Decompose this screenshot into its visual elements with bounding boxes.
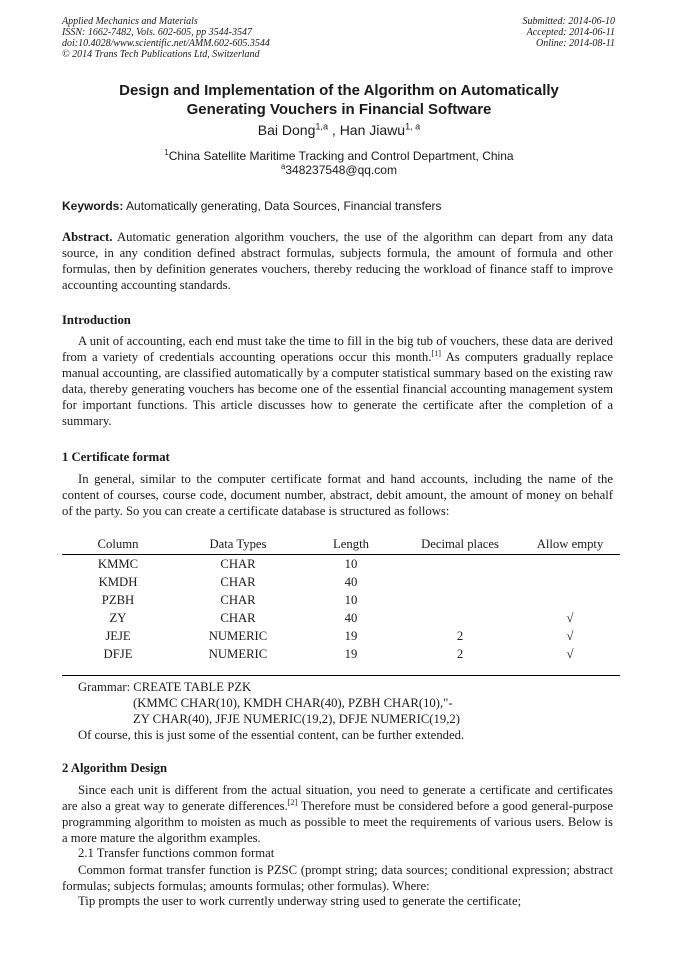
grammar-line-1: Grammar: CREATE TABLE PZK bbox=[78, 680, 252, 694]
cell-allow-empty bbox=[520, 555, 620, 574]
col-header-allow-empty: Allow empty bbox=[520, 537, 620, 555]
cell-decimal: 2 bbox=[456, 646, 464, 661]
section1-heading: 1 Certificate format bbox=[62, 450, 170, 464]
cell-length: 10 bbox=[344, 556, 358, 571]
copyright-line: © 2014 Trans Tech Publications Ltd, Switzerland bbox=[62, 49, 260, 60]
title-line-2: Generating Vouchers in Financial Software bbox=[186, 101, 492, 118]
abstract bbox=[62, 229, 613, 293]
cell-decimal bbox=[400, 555, 520, 574]
section2-ref[interactable]: [2] bbox=[287, 797, 298, 807]
cell-allow-empty: √ bbox=[566, 628, 574, 643]
table-row bbox=[62, 645, 620, 663]
cell-column: JEJE bbox=[105, 628, 131, 643]
paper-title bbox=[0, 81, 678, 119]
email-line bbox=[0, 163, 678, 177]
table-header-row bbox=[62, 537, 620, 555]
author-separator: , bbox=[328, 122, 340, 138]
author-2: Han Jiawu bbox=[339, 122, 406, 138]
dates-header bbox=[523, 16, 616, 49]
keywords bbox=[62, 199, 442, 213]
grammar-line-2: (KMMC CHAR(10), KMDH CHAR(40), PZBH CHAR(10),"- bbox=[133, 696, 453, 710]
cell-data-type: CHAR bbox=[220, 610, 256, 625]
table-row bbox=[62, 573, 620, 591]
cell-decimal bbox=[400, 591, 520, 609]
cell-column: DFJE bbox=[103, 646, 133, 661]
cell-column: KMMC bbox=[97, 556, 139, 571]
col-header-data-types: Data Types bbox=[174, 537, 302, 555]
online-date: Online: 2014-08-11 bbox=[536, 38, 615, 49]
intro-text-2: As computers gradually replace manual accounting, are classified automatically by a computer statistical summary based on the existing raw data, thereby generating vouchers has become one of the essential financial accounting management system for important functions. This article discusses how to generate the certificate after the completion of a summary. bbox=[62, 350, 614, 428]
table-row bbox=[62, 555, 620, 574]
affiliation bbox=[0, 149, 678, 163]
author-2-affil: 1, a bbox=[405, 121, 421, 132]
keywords-label: Keywords: bbox=[62, 199, 124, 213]
abstract-label: Abstract. bbox=[62, 230, 113, 244]
doi-line: doi:10.4028/www.scientific.net/AMM.602-605.3544 bbox=[62, 38, 270, 49]
cell-data-type: NUMERIC bbox=[208, 646, 268, 661]
cell-data-type: CHAR bbox=[220, 592, 256, 607]
cell-decimal bbox=[400, 609, 520, 627]
cell-data-type: CHAR bbox=[220, 556, 256, 571]
cell-allow-empty: √ bbox=[566, 646, 574, 661]
author-1-affil: 1,a bbox=[315, 121, 329, 132]
cell-length: 19 bbox=[344, 628, 358, 643]
author-line bbox=[0, 122, 678, 138]
transfer-format-paragraph: Common format transfer function is PZSC (prompt string; data sources; conditional expression; abstract formulas; subjects formulas; amounts formulas; other formulas). Where: bbox=[62, 863, 613, 893]
table-row bbox=[62, 627, 620, 645]
grammar-line-3: ZY CHAR(40), JFJE NUMERIC(19,2), DFJE NUMERIC(19,2) bbox=[133, 712, 460, 726]
table-bottom-rule bbox=[62, 675, 620, 676]
table-row bbox=[62, 591, 620, 609]
cell-decimal: 2 bbox=[456, 628, 464, 643]
section2-text-1: Since each unit is different from the actual situation, you need to generate a certificate and certificates are also a great way to generate differences. bbox=[62, 783, 613, 813]
author-1: Bai Dong bbox=[257, 122, 316, 138]
accepted-date: Accepted: 2014-06-11 bbox=[526, 27, 615, 38]
cell-column: KMDH bbox=[98, 574, 138, 589]
subsection-2-1-heading: 2.1 Transfer functions common format bbox=[78, 846, 275, 860]
email-sup: a bbox=[281, 162, 286, 171]
intro-heading: Introduction bbox=[62, 313, 131, 327]
affiliation-sup: 1 bbox=[164, 148, 169, 157]
abstract-text: Automatic generation algorithm vouchers, the use of the algorithm can depart from any data source, in any condition defined abstract formulas, subjects formula, the amount of formula and other formulas, then by definition generates vouchers, thereby reducing the workload of finance staff to improve accounting accounting standards. bbox=[62, 230, 613, 292]
keywords-text: Automatically generating, Data Sources, Financial transfers bbox=[123, 199, 442, 213]
cell-decimal bbox=[400, 573, 520, 591]
intro-paragraph bbox=[62, 333, 613, 429]
affiliation-text: China Satellite Maritime Tracking and Control Department, China bbox=[168, 149, 514, 163]
journal-name: Applied Mechanics and Materials bbox=[62, 16, 198, 27]
certificate-table bbox=[62, 537, 620, 663]
cell-data-type: NUMERIC bbox=[208, 628, 268, 643]
grammar-note: Of course, this is just some of the essential content, can be further extended. bbox=[78, 728, 465, 742]
title-line-1: Design and Implementation of the Algorithm on Automatically bbox=[119, 82, 559, 99]
cell-allow-empty: √ bbox=[566, 610, 574, 625]
col-header-decimal-places: Decimal places bbox=[400, 537, 520, 555]
cell-allow-empty bbox=[520, 591, 620, 609]
cell-length: 10 bbox=[344, 592, 358, 607]
journal-header bbox=[62, 16, 270, 60]
cell-length: 40 bbox=[344, 574, 358, 589]
cell-length: 19 bbox=[344, 646, 358, 661]
section2-text-2: Therefore must be considered before a good general-purpose programming algorithm to moisten as much as possible to meet the requirements of various users. Below is a more mature the algorithm examples. bbox=[62, 799, 614, 845]
intro-text-1: A unit of accounting, each end must take the time to fill in the big tub of vouchers, these data are derived from a variety of credentials accounting operations occur this month. bbox=[62, 334, 613, 364]
col-header-length: Length bbox=[302, 537, 400, 555]
submitted-date: Submitted: 2014-06-10 bbox=[522, 16, 615, 27]
cell-length: 40 bbox=[344, 610, 358, 625]
cell-column: ZY bbox=[109, 610, 127, 625]
table-row bbox=[62, 609, 620, 627]
intro-ref[interactable]: [1] bbox=[431, 348, 442, 358]
section1-paragraph: In general, similar to the computer certificate format and hand accounts, including the name of the content of courses, course code, document number, abstract, debit amount, the amount of money on behalf of the party. So you can create a certificate database is structured as follows: bbox=[62, 472, 613, 518]
cell-column: PZBH bbox=[101, 592, 135, 607]
cell-allow-empty bbox=[520, 573, 620, 591]
email: 348237548@qq.com bbox=[285, 163, 397, 177]
cell-data-type: CHAR bbox=[220, 574, 256, 589]
section2-paragraph bbox=[62, 782, 613, 846]
col-header-column: Column bbox=[62, 537, 174, 555]
tip-line: Tip prompts the user to work currently underway string used to generate the certificate; bbox=[78, 894, 522, 908]
issn-line: ISSN: 1662-7482, Vols. 602-605, pp 3544-3547 bbox=[62, 27, 252, 38]
section2-heading: 2 Algorithm Design bbox=[62, 761, 168, 775]
